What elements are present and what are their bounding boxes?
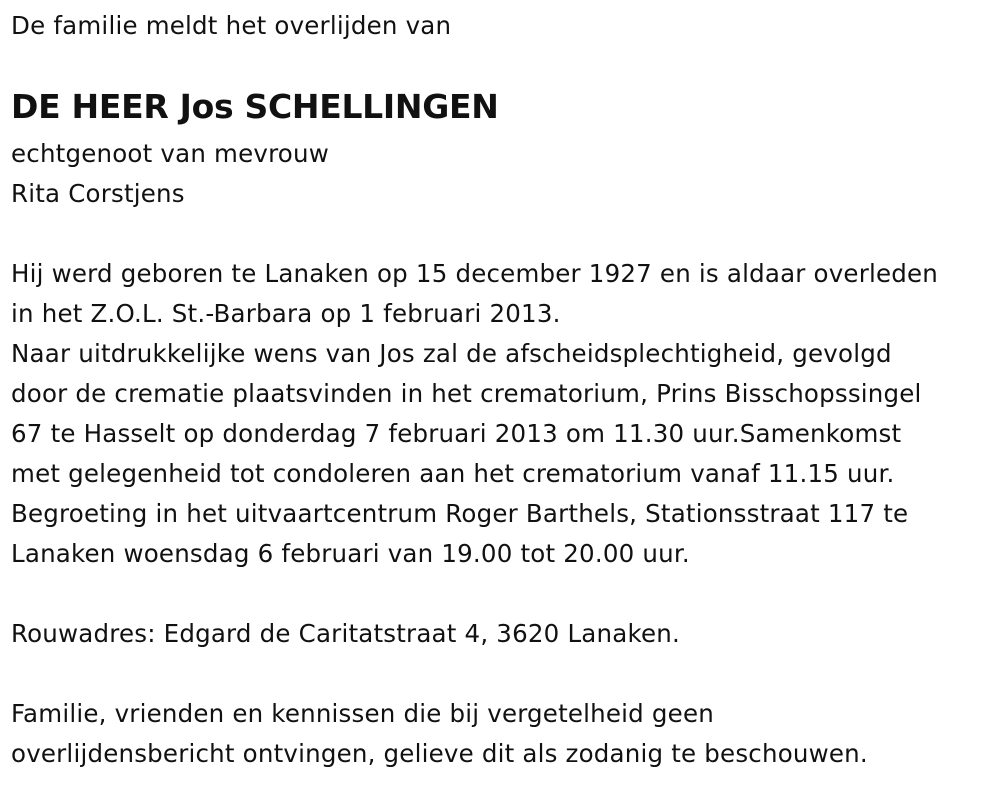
- intro-line: De familie meldt het overlijden van: [11, 11, 452, 40]
- body-line: door de crematie plaatsvinden in het crematorium, Prins Bisschopssingel: [11, 379, 922, 408]
- body-line: 67 te Hasselt op donderdag 7 februari 2013 om 11.30 uur.Samenkomst: [11, 419, 902, 448]
- relation-line: echtgenoot van mevrouw: [11, 139, 329, 168]
- body-paragraph: [11, 254, 938, 574]
- body-line: Begroeting in het uitvaartcentrum Roger Barthels, Stationsstraat 117 te: [11, 499, 909, 528]
- relation-block: [11, 134, 329, 214]
- closing-paragraph: [11, 694, 868, 774]
- closing-line: Familie, vrienden en kennissen die bij vergetelheid geen: [11, 699, 714, 728]
- spouse-name: Rita Corstjens: [11, 179, 185, 208]
- body-line: Naar uitdrukkelijke wens van Jos zal de afscheidsplechtigheid, gevolgd: [11, 339, 892, 368]
- body-line: in het Z.O.L. St.-Barbara op 1 februari 2013.: [11, 299, 561, 328]
- body-line: met gelegenheid tot condoleren aan het crematorium vanaf 11.15 uur.: [11, 459, 895, 488]
- closing-line: overlijdensbericht ontvingen, gelieve dit als zodanig te beschouwen.: [11, 739, 868, 768]
- body-line: Hij werd geboren te Lanaken op 15 december 1927 en is aldaar overleden: [11, 259, 939, 288]
- body-line: Lanaken woensdag 6 februari van 19.00 tot 20.00 uur.: [11, 539, 690, 568]
- deceased-name: DE HEER Jos SCHELLINGEN: [11, 87, 499, 126]
- mourning-address: Rouwadres: Edgard de Caritatstraat 4, 3620 Lanaken.: [11, 619, 680, 648]
